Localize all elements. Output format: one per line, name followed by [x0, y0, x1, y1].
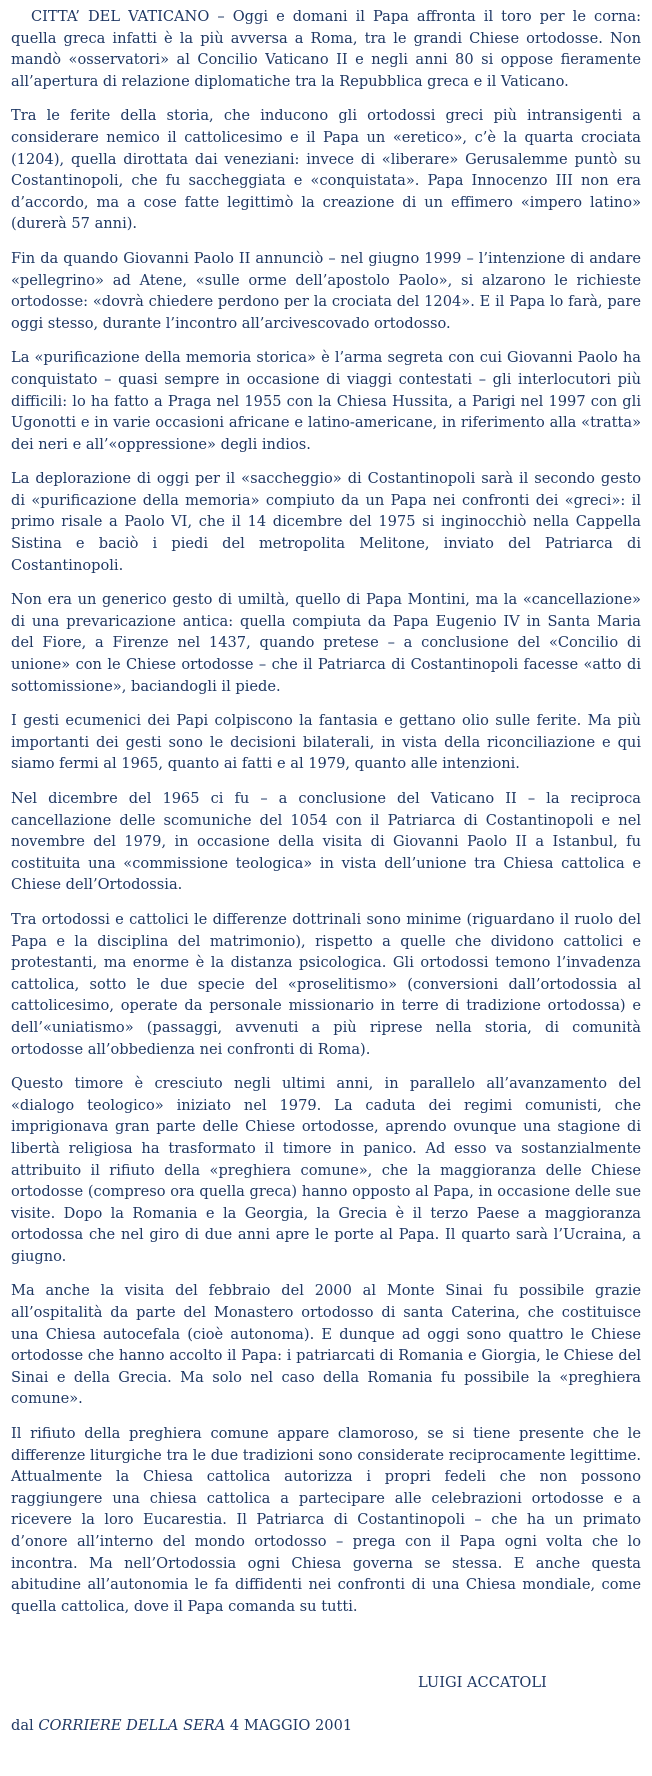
source-line [11, 1715, 352, 1737]
article-paragraph-2: Tra le ferite della storia, che inducono gli ortodossi greci più intransigenti a considerare nemico il cattolicesimo e il Papa un «eretico», c’è la quarta crociata (1204), quella dirottata dai veneziani: invece di «liberare» Gerusalemme puntò su Costantinopoli, che fu saccheggiata e «conquistata». Papa Innocenzo III non era d’accordo, ma a cose fatte legittimò la creazione di un effimero «impero latino» (durerà 57 anni). [11, 107, 641, 233]
article-paragraph-4: La «purificazione della memoria storica» è l’arma segreta con cui Giovanni Paolo ha conquistato – quasi sempre in occasione di viaggi contestati – gli interlocutori più difficili: lo ha fatto a Praga nel 1955 con la Chiesa Hussita, a Parigi nel 1997 con gli Ugonotti e in varie occasioni africane e latino-americane, in riferimento alla «tratta» dei neri e all’«oppressione» degli indios. [11, 349, 641, 453]
source-prefix: dal [11, 1717, 34, 1734]
newspaper-name: CORRIERE DELLA SERA [38, 1717, 226, 1734]
article-paragraph-7: I gesti ecumenici dei Papi colpiscono la fantasia e gettano olio sulle ferite. Ma più importanti dei gesti sono le decisioni bilaterali, in vista della riconciliazione e qui siamo fermi al 1965, quanto ai fatti e al 1979, quanto alle intenzioni. [11, 712, 641, 773]
article-paragraph-8: Nel dicembre del 1965 ci fu – a conclusione del Vaticano II – la reciproca cancellazione delle scomuniche del 1054 con il Patriarca di Costantinopoli e nel novembre del 1979, in occasione della visita di Giovanni Paolo II a Istanbul, fu costituita una «commissione teologica» in vista dell’unione tra Chiesa cattolica e Chiese dell’Ortodossia. [11, 790, 641, 894]
article-paragraph-10: Questo timore è cresciuto negli ultimi anni, in parallelo all’avanzamento del «dialogo teologico» iniziato nel 1979. La caduta dei regimi comunisti, che imprigionava gran parte delle Chiese ortodosse, aprendo ovunque una stagione di libertà religiosa ha trasformato il timore in panico. Ad esso va sostanzialmente attribuito il rifiuto della «preghiera comune», che la maggioranza delle Chiese ortodosse (compreso ora quella greca) hanno opposto al Papa, in occasione delle sue visite. Dopo la Romania e la Georgia, la Grecia è il terzo Paese a maggioranza ortodossa che nel giro di due anni apre le porte al Papa. Il quarto sarà l’Ucraina, a giugno. [11, 1075, 641, 1265]
article-paragraph-6: Non era un generico gesto di umiltà, quello di Papa Montini, ma la «cancellazione» di una prevaricazione antica: quella compiuta da Papa Eugenio IV in Santa Maria del Fiore, a Firenze nel 1437, quando pretese – a conclusione del «Concilio di unione» con le Chiese ortodosse – che il Patriarca di Costantinopoli facesse «atto di sottomissione», baciandogli il piede. [11, 591, 641, 695]
article-paragraph-9: Tra ortodossi e cattolici le differenze dottrinali sono minime (riguardano il ruolo del Papa e la disciplina del matrimonio), rispetto a quelle che dividono cattolici e protestanti, ma enorme è la distanza psicologica. Gli ortodossi temono l’invadenza cattolica, sotto le due specie del «proselitismo» (conversioni dall’ortodossia al cattolicesimo, operate da personale missionario in terre di tradizione ortodossa) e dell’«uniatismo» (passaggi, avvenuti a più riprese nella storia, di comunità ortodosse all’obbedienza nei confronti di Roma). [11, 910, 641, 1058]
article-paragraph-12: Il rifiuto della preghiera comune appare clamoroso, se si tiene presente che le differenze liturgiche tra le due tradizioni sono considerate reciprocamente legittime. Attualmente la Chiesa cattolica autorizza i propri fedeli che non possono raggiungere una chiesa cattolica a partecipare alle celebrazioni ortodosse e a ricevere la loro Eucarestia. Il Patriarca di Costantinopoli – che ha un primato d’onore all’interno del mondo ortodosso – prega con il Papa ogni volta che lo incontra. Ma nell’Ortodossia ogni Chiesa governa se stessa. E anche questa abitudine all’autonomia le fa diffidenti nei confronti di una Chiesa mondiale, come quella cattolica, dove il Papa comanda su tutti. [11, 1425, 641, 1615]
article-paragraph-11: Ma anche la visita del febbraio del 2000 al Monte Sinai fu possibile grazie all’ospitalità da parte del Monastero ortodosso di santa Caterina, che costituisce una Chiesa autocefala (cioè autonoma). E dunque ad oggi sono quattro le Chiese ortodosse che hanno accolto il Papa: i patriarcati di Romania e Giorgia, le Chiese del Sinai e della Grecia. Ma solo nel caso della Romania fu possibile la «preghiera comune». [11, 1282, 641, 1408]
article-paragraph-1: CITTA’ DEL VATICANO – Oggi e domani il Papa affronta il toro per le corna: quella greca infatti è la più avversa a Roma, tra le grandi Chiese ortodosse. Non mandò «osservatori» al Concilio Vaticano II e negli anni 80 si oppose fieramente all’apertura di relazione diplomatiche tra la Repubblica greca e il Vaticano. [11, 8, 641, 90]
publication-date: 4 MAGGIO 2001 [229, 1717, 353, 1734]
article-paragraph-5: La deplorazione di oggi per il «saccheggio» di Costantinopoli sarà il secondo gesto di «purificazione della memoria» compiuto da un Papa nei confronti dei «greci»: il primo risale a Paolo VI, che il 14 dicembre del 1975 si inginocchiò nella Cappella Sistina e baciò i piedi del metropolita Melitone, inviato del Patriarca di Costantinopoli. [11, 470, 641, 574]
author-signature: LUIGI ACCATOLI [418, 1674, 547, 1691]
article-paragraph-3: Fin da quando Giovanni Paolo II annunciò – nel giugno 1999 – l’intenzione di andare «pellegrino» ad Atene, «sulle orme dell’apostolo Paolo», si alzarono le richieste ortodosse: «dovrà chiedere perdono per la crociata del 1204». E il Papa lo farà, pare oggi stesso, durante l’incontro all’arcivescovado ortodosso. [11, 249, 641, 332]
